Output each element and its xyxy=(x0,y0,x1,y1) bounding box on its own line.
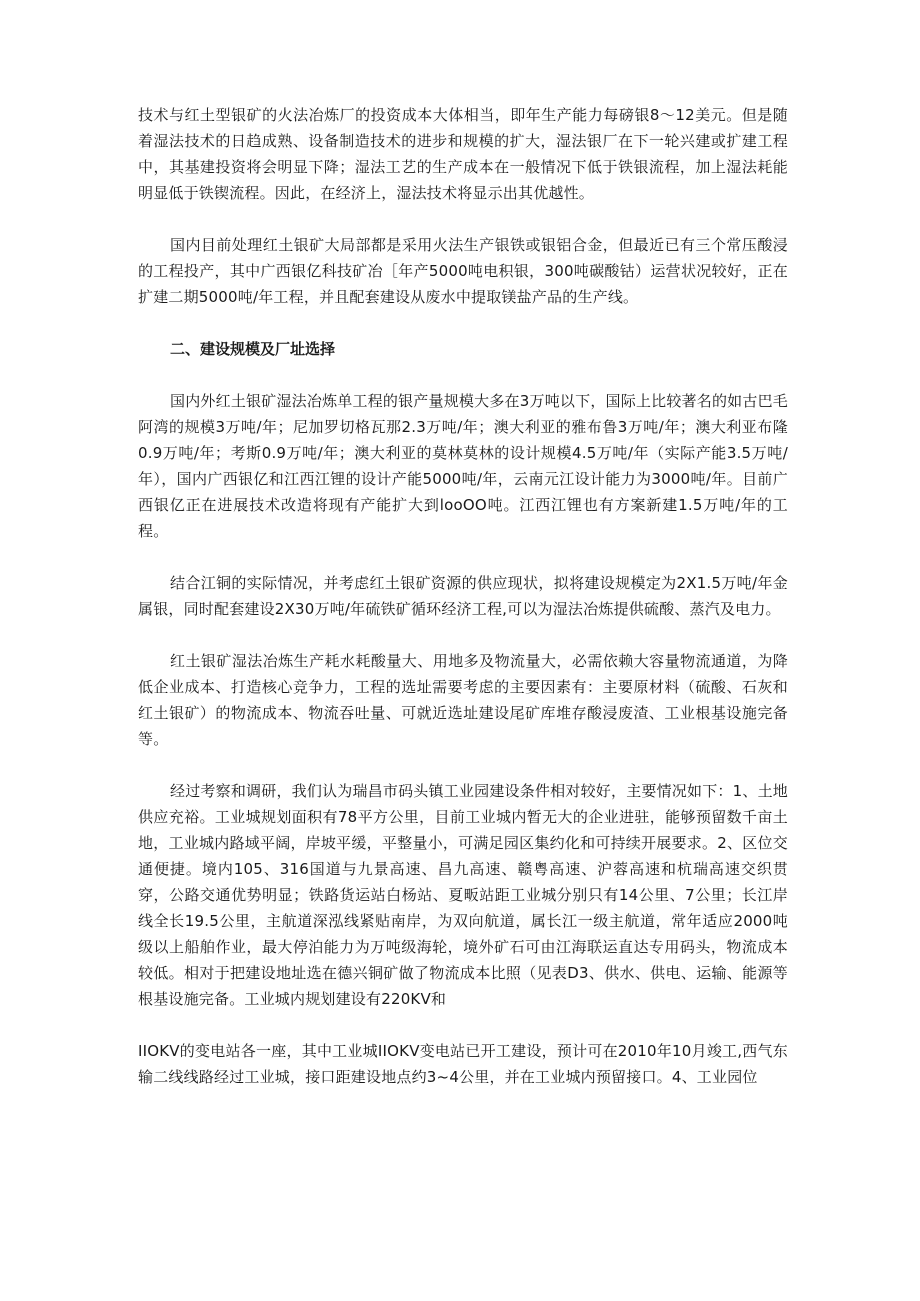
paragraph-construction-scale: 结合江铜的实际情况，并考虑红土银矿资源的供应现状，拟将建设规模定为2X1.5万吨/年金属银，同时配套建设2X30万吨/年硫铁矿循环经济工程,可以为湿法冶炼提供硫酸、蒸汽及电力。 xyxy=(138,574,788,618)
paragraph-site-investigation: 经过考察和调研，我们认为瑞昌市码头镇工业园建设条件相对较好，主要情况如下：1、土地供应充裕。工业城规划面积有78平方公里，目前工业城内暂无大的企业进驻，能够预留数千亩土地，工业城内路域平阔，岸坡平缓，平整量小，可满足园区集约化和可持续开展要求。2、区位交通便捷。境内105、316国道与九景高速、昌九高速、赣粤高速、沪蓉高速和杭瑞高速交织贯穿，公路交通优势明显；铁路货运站白杨站、夏畈站距工业城分别只有14公里、7公里；长江岸线全长19.5公里，主航道深泓线紧贴南岸，为双向航道，属长江一级主航道，常年适应2000吨级以上船舶作业，最大停泊能力为万吨级海轮，境外矿石可由江海联运直达专用码头，物流成本较低。相对于把建设地址选在德兴铜矿做了物流成本比照（见表D3、供水、供电、运输、能源等根基设施完备。工业城内规划建设有220KV和 xyxy=(138,782,788,1008)
paragraph-site-factors: 红土银矿湿法冶炼生产耗水耗酸量大、用地多及物流量大，必需依赖大容量物流通道，为降低企业成本、打造核心竞争力，工程的选址需要考虑的主要因素有：主要原材料（硫酸、石灰和红土银矿）的物流成本、物流吞吐量、可就近选址建设尾矿库堆存酸浸废渣、工业根基设施完备等。 xyxy=(138,652,788,748)
paragraph-production-scale: 国内外红土银矿湿法冶炼单工程的银产量规模大多在3万吨以下，国际上比较著名的如古巴毛阿湾的规模3万吨/年；尼加罗切格瓦那2.3万吨/年；澳大利亚的雅布鲁3万吨/年；澳大利亚布隆0.9万吨/年；考斯0.9万吨/年；澳大利亚的莫林莫林的设计规模4.5万吨/年（实际产能3.5万吨/年），国内广西银亿和江西江锂的设计产能5000吨/年，云南元江设计能力为3000吨/年。目前广西银亿正在进展技术改造将现有产能扩大到looOO吨。江西江锂也有方案新建1.5万吨/年的工程。 xyxy=(138,392,788,540)
paragraph-cost-comparison: 技术与红土型银矿的火法冶炼厂的投资成本大体相当，即年生产能力每磅银8～12美元。但是随着湿法技术的日趋成熟、设备制造技术的进步和规模的扩大，湿法银厂在下一轮兴建或扩建工程中，其基建投资将会明显下降；湿法工艺的生产成本在一般情况下低于铁银流程，加上湿法耗能明显低于铁锲流程。因此，在经济上，湿法技术将显示出其优越性。 xyxy=(138,106,788,202)
paragraph-domestic-status: 国内目前处理红土银矿大局部都是采用火法生产银铁或银铝合金，但最近已有三个常压酸浸的工程投产，其中广西银亿科技矿冶［年产5000吨电积银，300吨碳酸钴）运营状况较好，正在扩建二期5000吨/年工程，并且配套建设从废水中提取镁盐产品的生产线。 xyxy=(138,236,788,306)
document-page xyxy=(138,102,788,1090)
paragraph-substation: IIOKV的变电站各一座，其中工业城IIOKV变电站已开工建设，预计可在2010年10月竣工,西气东输二线线路经过工业城，接口距建设地点约3~4公里，并在工业城内预留接口。4、工业园位 xyxy=(138,1042,788,1086)
section-heading: 二、建设规模及厂址选择 xyxy=(170,340,336,358)
